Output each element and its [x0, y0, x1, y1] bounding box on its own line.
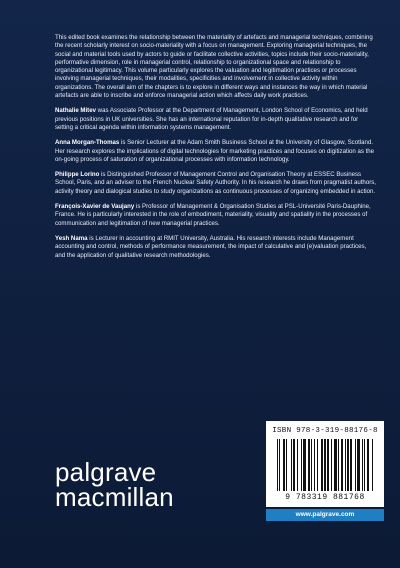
author-bio-text: was Associate Professor at the Department of Management, London School of Economics, and held previous positions in UK universities. She has an international reputation for in-depth qualitative research and for setting a critical agenda within information systems management. [55, 107, 368, 131]
author-bio [55, 171, 377, 196]
author-name: Yesh Nama [55, 234, 88, 242]
author-bio-text: is Senior Lecturer at the Adam Smith Business School at the University of Glasgow, Scotland. Her research explores the implications of digital technologies for marketing practices and focuses on digitization as the on-going process of saturation of organizational processes with information technology. [55, 139, 375, 163]
author-bio [55, 235, 377, 260]
barcode-bars [277, 439, 375, 491]
author-bio [55, 139, 377, 164]
barcode-panel [266, 421, 384, 507]
cover-text [55, 34, 377, 267]
publisher-logo-line1: palgrave [55, 457, 157, 487]
publisher-website: www.palgrave.com [266, 509, 384, 521]
author-bio-text: is Distinguished Professor of Management Control and Organisation Theory at ESSEC Business School, Paris, and an adviser to the French Nuclear Safety Authority. In his research he draws from pragmatist authors, activity theory and dialogical studies to study organizations as continuous processes of organizing embedded in action. [55, 171, 376, 195]
isbn-label: ISBN 978-3-319-88176-8 [272, 427, 378, 435]
author-name: François-Xavier de Vaujany [55, 203, 135, 211]
author-bio-text: is Professor of Management & Organisation Studies at PSL-Université Paris-Dauphine, France. He is particularly interested in the role of embodiment, materiality, visuality and spatiality in the processes of communication and legitimation of new managerial practices. [55, 203, 371, 227]
publisher-logo [55, 457, 174, 512]
publisher-logo-line2: macmillan [55, 482, 174, 512]
author-bio [55, 107, 377, 132]
author-bio-text: is Lecturer in accounting at RMIT University, Australia. His research interests include Management accounting and control, methods of performance measurement, the impact of calculative and (e)valuation practices, and the application of qualitative research methodologies. [55, 234, 367, 259]
author-name: Philippe Lorino [55, 171, 100, 179]
author-bio [55, 203, 377, 228]
book-description: This edited book examines the relationship between the materiality of artefacts and managerial techniques, combining the recent scholarly interest on socio-materiality with a focus on management. Exploring managerial techniques, the social and material tools used by actors to guide or facilitate collective activities, topics include their socio-materiality, performative dimension, role in managerial control, relationship to organizational space and relationship to organizational legitimacy. This volume particularly explores the valuation and legitimation practices or processes involving managerial techniques, their modalities, specificities and involvement in collective activity within organizations. The overall aim of the chapters is to explore in different ways and instances the way in which material artefacts are able to inscribe and enforce managerial action which affects daily work practices. [55, 34, 373, 100]
barcode-digits: 9 783319 881768 [285, 493, 365, 502]
author-name: Anna Morgan-Thomas [55, 139, 120, 147]
author-name: Nathalie Mitev [55, 107, 96, 115]
